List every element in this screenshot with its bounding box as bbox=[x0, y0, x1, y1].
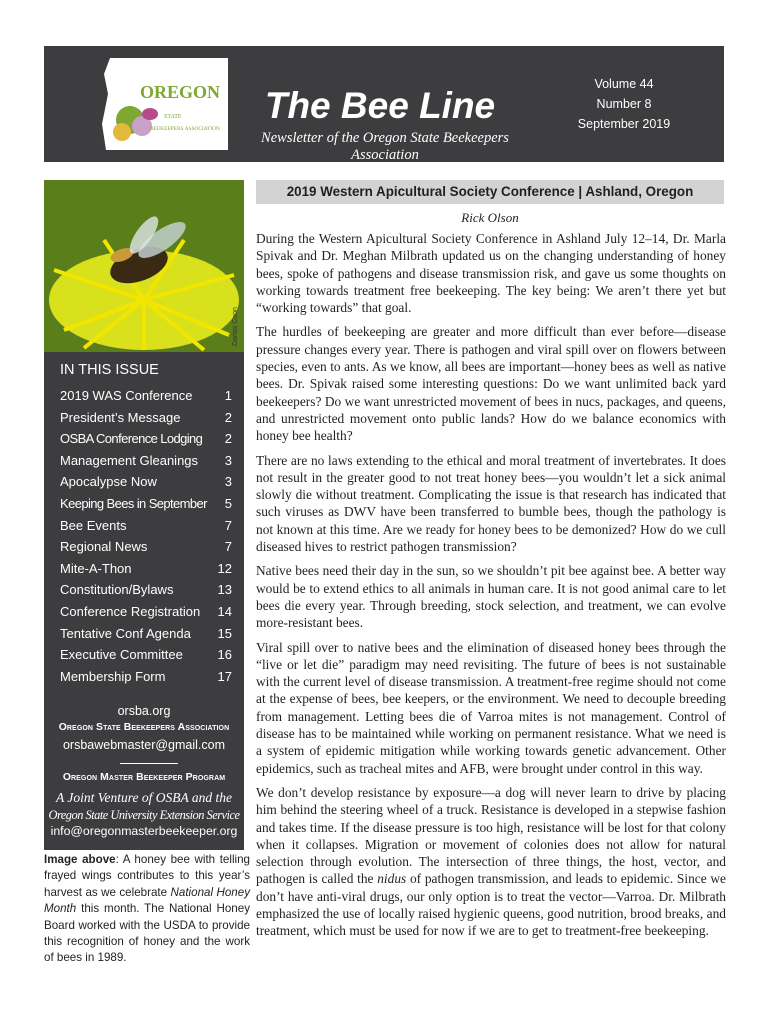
toc-item[interactable]: OSBA Conference Lodging 2 bbox=[60, 431, 232, 447]
toc-item[interactable]: Bee Events 7 bbox=[60, 517, 232, 533]
number-label: Number 8 bbox=[596, 97, 652, 111]
master-beekeeper-program-name: Oregon Master Beekeeper Program bbox=[62, 772, 226, 783]
joint-venture-line-1: A Joint Venture of OSBA and the bbox=[56, 790, 232, 805]
issue-info bbox=[549, 74, 699, 134]
honey-bee-on-dandelion-image bbox=[44, 180, 244, 352]
article-paragraph: Native bees need their day in the sun, so we shouldn’t pit bee against bee. A better way would be to extend ethics to all animals in human care. It is not good animal care to let bees die every year. Through breeding, stock selection, and treatment, we can evolve more-resistant bees. bbox=[256, 563, 726, 631]
toc-item[interactable]: Management Gleanings 3 bbox=[60, 452, 232, 468]
program-email-link[interactable]: info@oregonmasterbeekeeper.org bbox=[50, 824, 238, 838]
article-paragraph: The hurdles of beekeeping are greater and more difficult than ever before—disease pressure changes every year. There is pathogen and viral spill over on flowers between species, even to ants. As we know, all bees are important—honey bees as well as native bees. Dr. Spivak raised some interesting questions: Do we want unlimited back yard beekeepers? Do we want unrestricted movement of bees in nucs, packages, and queens, and unrestricted movement onto public lands? How do we balance economics with honey bee health? bbox=[256, 324, 726, 444]
toc-item[interactable]: Regional News 7 bbox=[60, 539, 232, 555]
osba-email-link[interactable]: orsbawebmaster@gmail.com bbox=[62, 738, 226, 752]
toc-item[interactable]: President’s Message 2 bbox=[60, 409, 232, 425]
article-paragraph: There are no laws extending to the ethical and moral treatment of invertebrates. It does not result in the greater good to not treat honey bees—you wouldn’t let a sick animal slowly die without treatment. Complicating the issue is that research has indicated that such viruses as DWV have been transferred to bumble bees, though the pathology is not known at this time. Are we ready for honey bees to be demonized? How do we cull diseased hives to restrict pathogen transmission? bbox=[256, 452, 726, 555]
article-headline: 2019 Western Apicultural Society Conference | Ashland, Oregon bbox=[256, 180, 724, 204]
svg-text:OREGON: OREGON bbox=[140, 82, 221, 102]
in-this-issue-heading: IN THIS ISSUE bbox=[60, 362, 159, 378]
volume-label: Volume 44 bbox=[594, 77, 654, 91]
osba-website-link[interactable]: orsba.org bbox=[117, 704, 171, 718]
svg-text:BEEKEEPERS ASSOCIATION: BEEKEEPERS ASSOCIATION bbox=[150, 126, 220, 132]
joint-venture-line-2: Oregon State University Extension Service bbox=[48, 808, 240, 822]
masthead bbox=[44, 46, 724, 162]
toc-item[interactable]: Conference Registration 14 bbox=[60, 603, 232, 619]
oregon-state-logo bbox=[100, 54, 230, 154]
toc-item[interactable]: Tentative Conf Agenda 15 bbox=[60, 625, 232, 641]
date-label: September 2019 bbox=[577, 117, 671, 131]
toc-item[interactable]: Mite-A-Thon 12 bbox=[60, 560, 232, 576]
article-paragraph: During the Western Apicultural Society Conference in Ashland July 12–14, Dr. Marla Spivak and Dr. Meghan Milbrath updated us on the changing understanding of honey bees, spoke of pathogens and disease transmission risk, and gave us some thoughts on working towards treatment free beekeeping. The key being: We aren’t there yet but “working towards” that goal. bbox=[256, 231, 726, 316]
toc-item[interactable]: 2019 WAS Conference 1 bbox=[60, 388, 232, 403]
article-paragraph: Viral spill over to native bees and the elimination of diseased honey bees through the “live or let die” paradigm may need revisiting. The future of bees is not sustainable with the current level of disease transmission. A treatment-free regime should not come at the expense of bees, bee keepers, or the environment. We need to decouple breeding from management. Letting bees die of Varroa mites is not management. Control of disease has to be maintained while working on permanent resistance. What we need is a system of epidemic mitigation while working towards genetic advancement. Other epidemics, such as tracheal mites and AFB, were brought under control in this way. bbox=[256, 639, 726, 776]
toc-item[interactable]: Apocalypse Now 3 bbox=[60, 474, 232, 490]
article-paragraph: We don’t develop resistance by exposure—a dog will never learn to drive by placing him behind the steering wheel of a truck. Resistance is developed in a stepwise fashion and takes time. If the disease pressure is too high, resistance will be lost for that colony when it collapses. Migration or movement of colonies does not allow for natural selection through evolution. The intersection of three things, the host, vector, and pathogen is called the nidus of pathogen transmission, and leads to epidemic. Since we don’t have anti-viral drugs, our only option is to treat the vector—Varroa. Dr. Milbrath emphasized the use of locally raised hygienic queens, good nutrition, brood breaks, and treatment, which must be used for now if we are to get to treatment-free beekeeping. bbox=[256, 784, 726, 939]
toc-list bbox=[60, 385, 236, 687]
toc-item[interactable]: Constitution/Bylaws 13 bbox=[60, 582, 232, 598]
in-this-issue-sidebar bbox=[44, 352, 244, 850]
toc-item[interactable]: Executive Committee 16 bbox=[60, 647, 232, 663]
photo-caption: Image above: A honey bee with telling frayed wings contributes to this year’s harvest as we celebrate National Honey Month this month. The National Honey Board worked with the USDA to provide this recognition of honey and the work of bees in 1989. bbox=[44, 853, 250, 965]
photo-credit: Darlas Coon bbox=[232, 307, 239, 346]
newsletter-title: The Bee Line bbox=[264, 85, 496, 126]
osba-org-name: Oregon State Beekeepers Association bbox=[58, 722, 230, 733]
newsletter-subtitle: Newsletter of the Oregon State Beekeepers Association bbox=[261, 130, 509, 163]
sidebar-divider bbox=[120, 763, 178, 764]
bee-photo bbox=[44, 180, 244, 352]
toc-item[interactable]: Keeping Bees in September 5 bbox=[60, 495, 232, 511]
toc-item[interactable]: Membership Form 17 bbox=[60, 668, 232, 684]
article-body bbox=[256, 230, 726, 947]
svg-text:STATE: STATE bbox=[164, 114, 182, 120]
article-byline: Rick Olson bbox=[461, 210, 519, 225]
